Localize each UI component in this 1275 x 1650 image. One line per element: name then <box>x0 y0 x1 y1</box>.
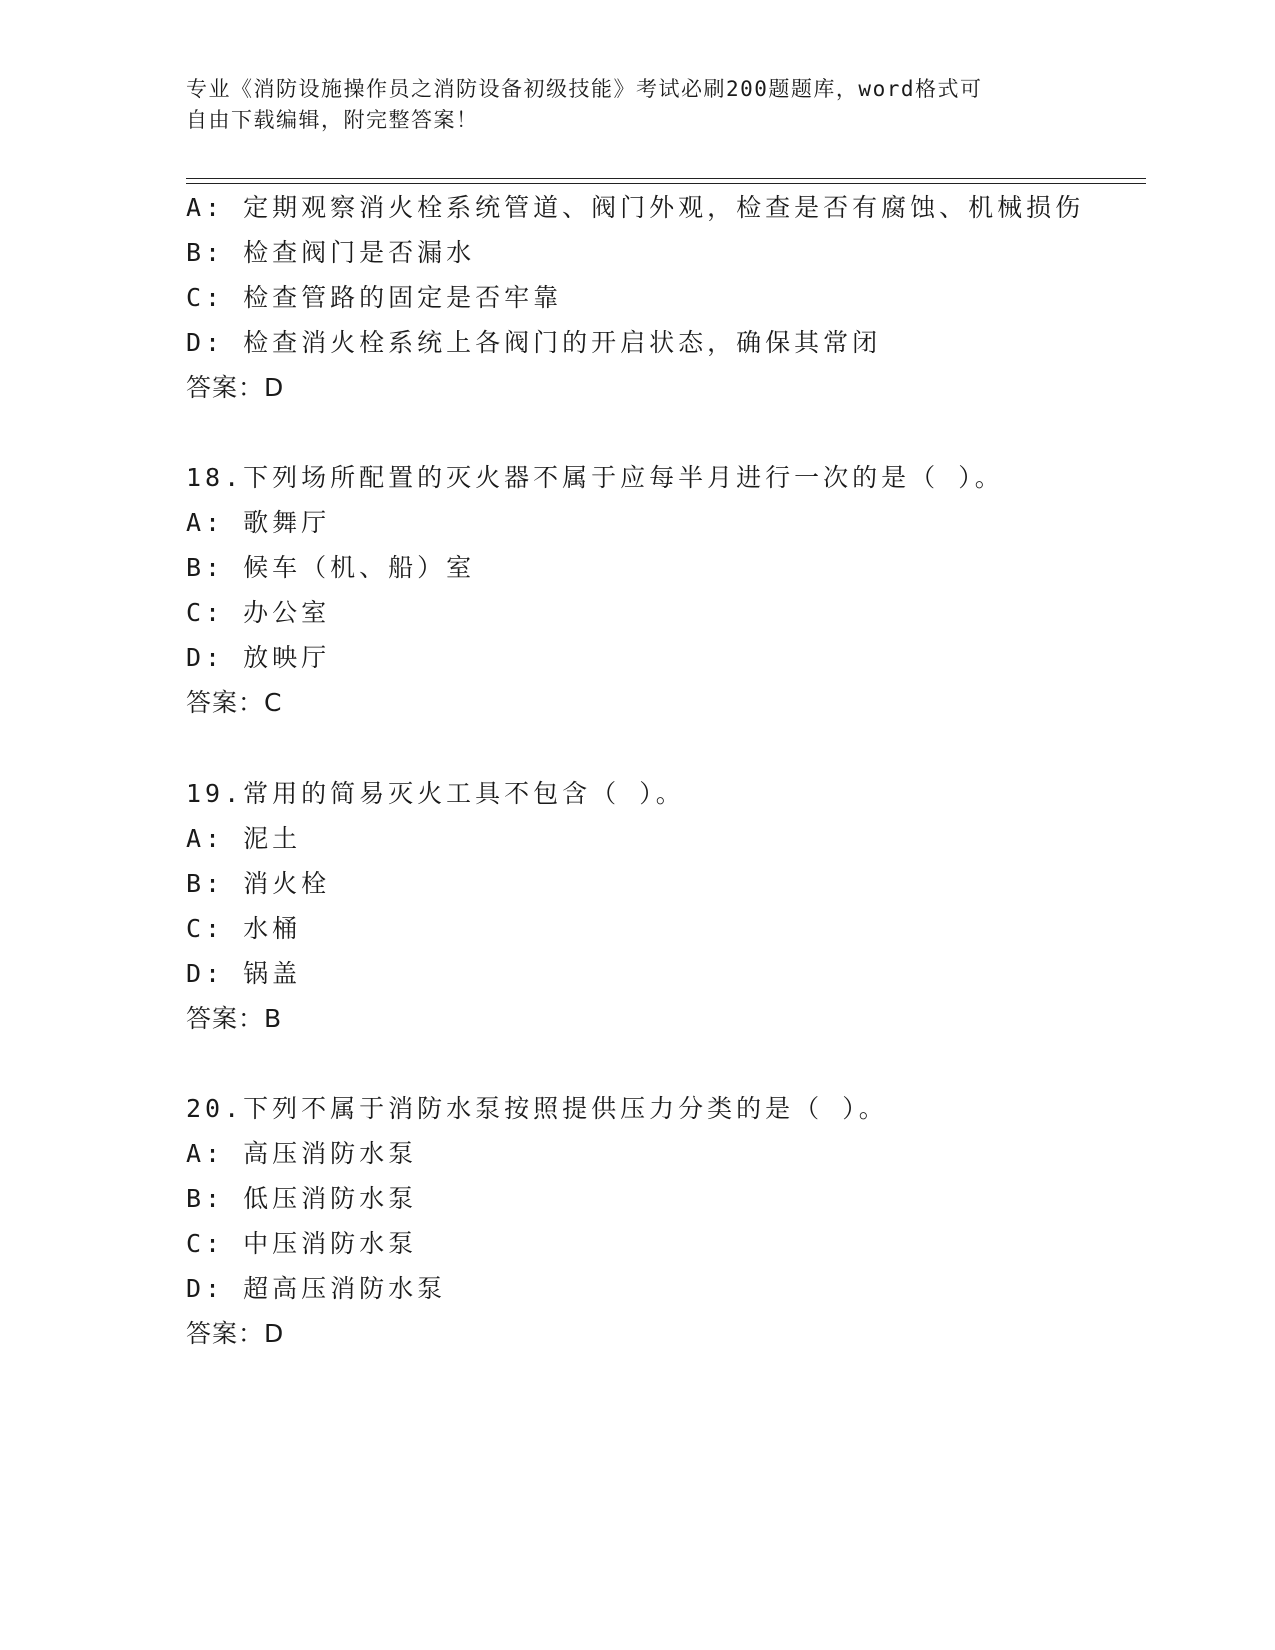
header-divider-top <box>186 178 1146 179</box>
q19-option-c: C: 水桶 <box>186 914 302 943</box>
header-line-1: 专业《消防设施操作员之消防设备初级技能》考试必刷200题题库，word格式可 <box>186 77 983 101</box>
header-divider-bottom <box>186 183 1146 184</box>
q18-option-b: B: 候车（机、船）室 <box>186 553 476 582</box>
q17-option-a: A: 定期观察消火栓系统管道、阀门外观，检查是否有腐蚀、机械损伤 <box>186 193 1085 222</box>
q19-option-b: B: 消火栓 <box>186 869 331 898</box>
q18-question: 18.下列场所配置的灭火器不属于应每半月进行一次的是（ ）。 <box>186 463 1004 492</box>
q20-option-a: A: 高压消防水泵 <box>186 1139 418 1168</box>
q19-option-d: D: 锅盖 <box>186 959 302 988</box>
q17-option-b: B: 检查阀门是否漏水 <box>186 238 476 267</box>
q19-question: 19.常用的简易灭火工具不包含（ ）。 <box>186 779 685 808</box>
q20-answer: 答案：D <box>186 1319 285 1348</box>
q19-option-a: A: 泥土 <box>186 824 302 853</box>
q18-option-d: D: 放映厅 <box>186 643 331 672</box>
q19-answer: 答案：B <box>186 1004 283 1033</box>
q18-answer: 答案：C <box>186 688 283 717</box>
q18-option-c: C: 办公室 <box>186 598 331 627</box>
q17-answer: 答案：D <box>186 373 285 402</box>
q17-option-d: D: 检查消火栓系统上各阀门的开启状态，确保其常闭 <box>186 328 882 357</box>
q20-option-d: D: 超高压消防水泵 <box>186 1274 447 1303</box>
q17-option-c: C: 检查管路的固定是否牢靠 <box>186 283 563 312</box>
q20-option-b: B: 低压消防水泵 <box>186 1184 418 1213</box>
document-header <box>186 74 1066 136</box>
header-line-2: 自由下载编辑，附完整答案！ <box>186 108 479 132</box>
q18-option-a: A: 歌舞厅 <box>186 508 331 537</box>
q20-question: 20.下列不属于消防水泵按照提供压力分类的是（ ）。 <box>186 1094 888 1123</box>
q20-option-c: C: 中压消防水泵 <box>186 1229 418 1258</box>
